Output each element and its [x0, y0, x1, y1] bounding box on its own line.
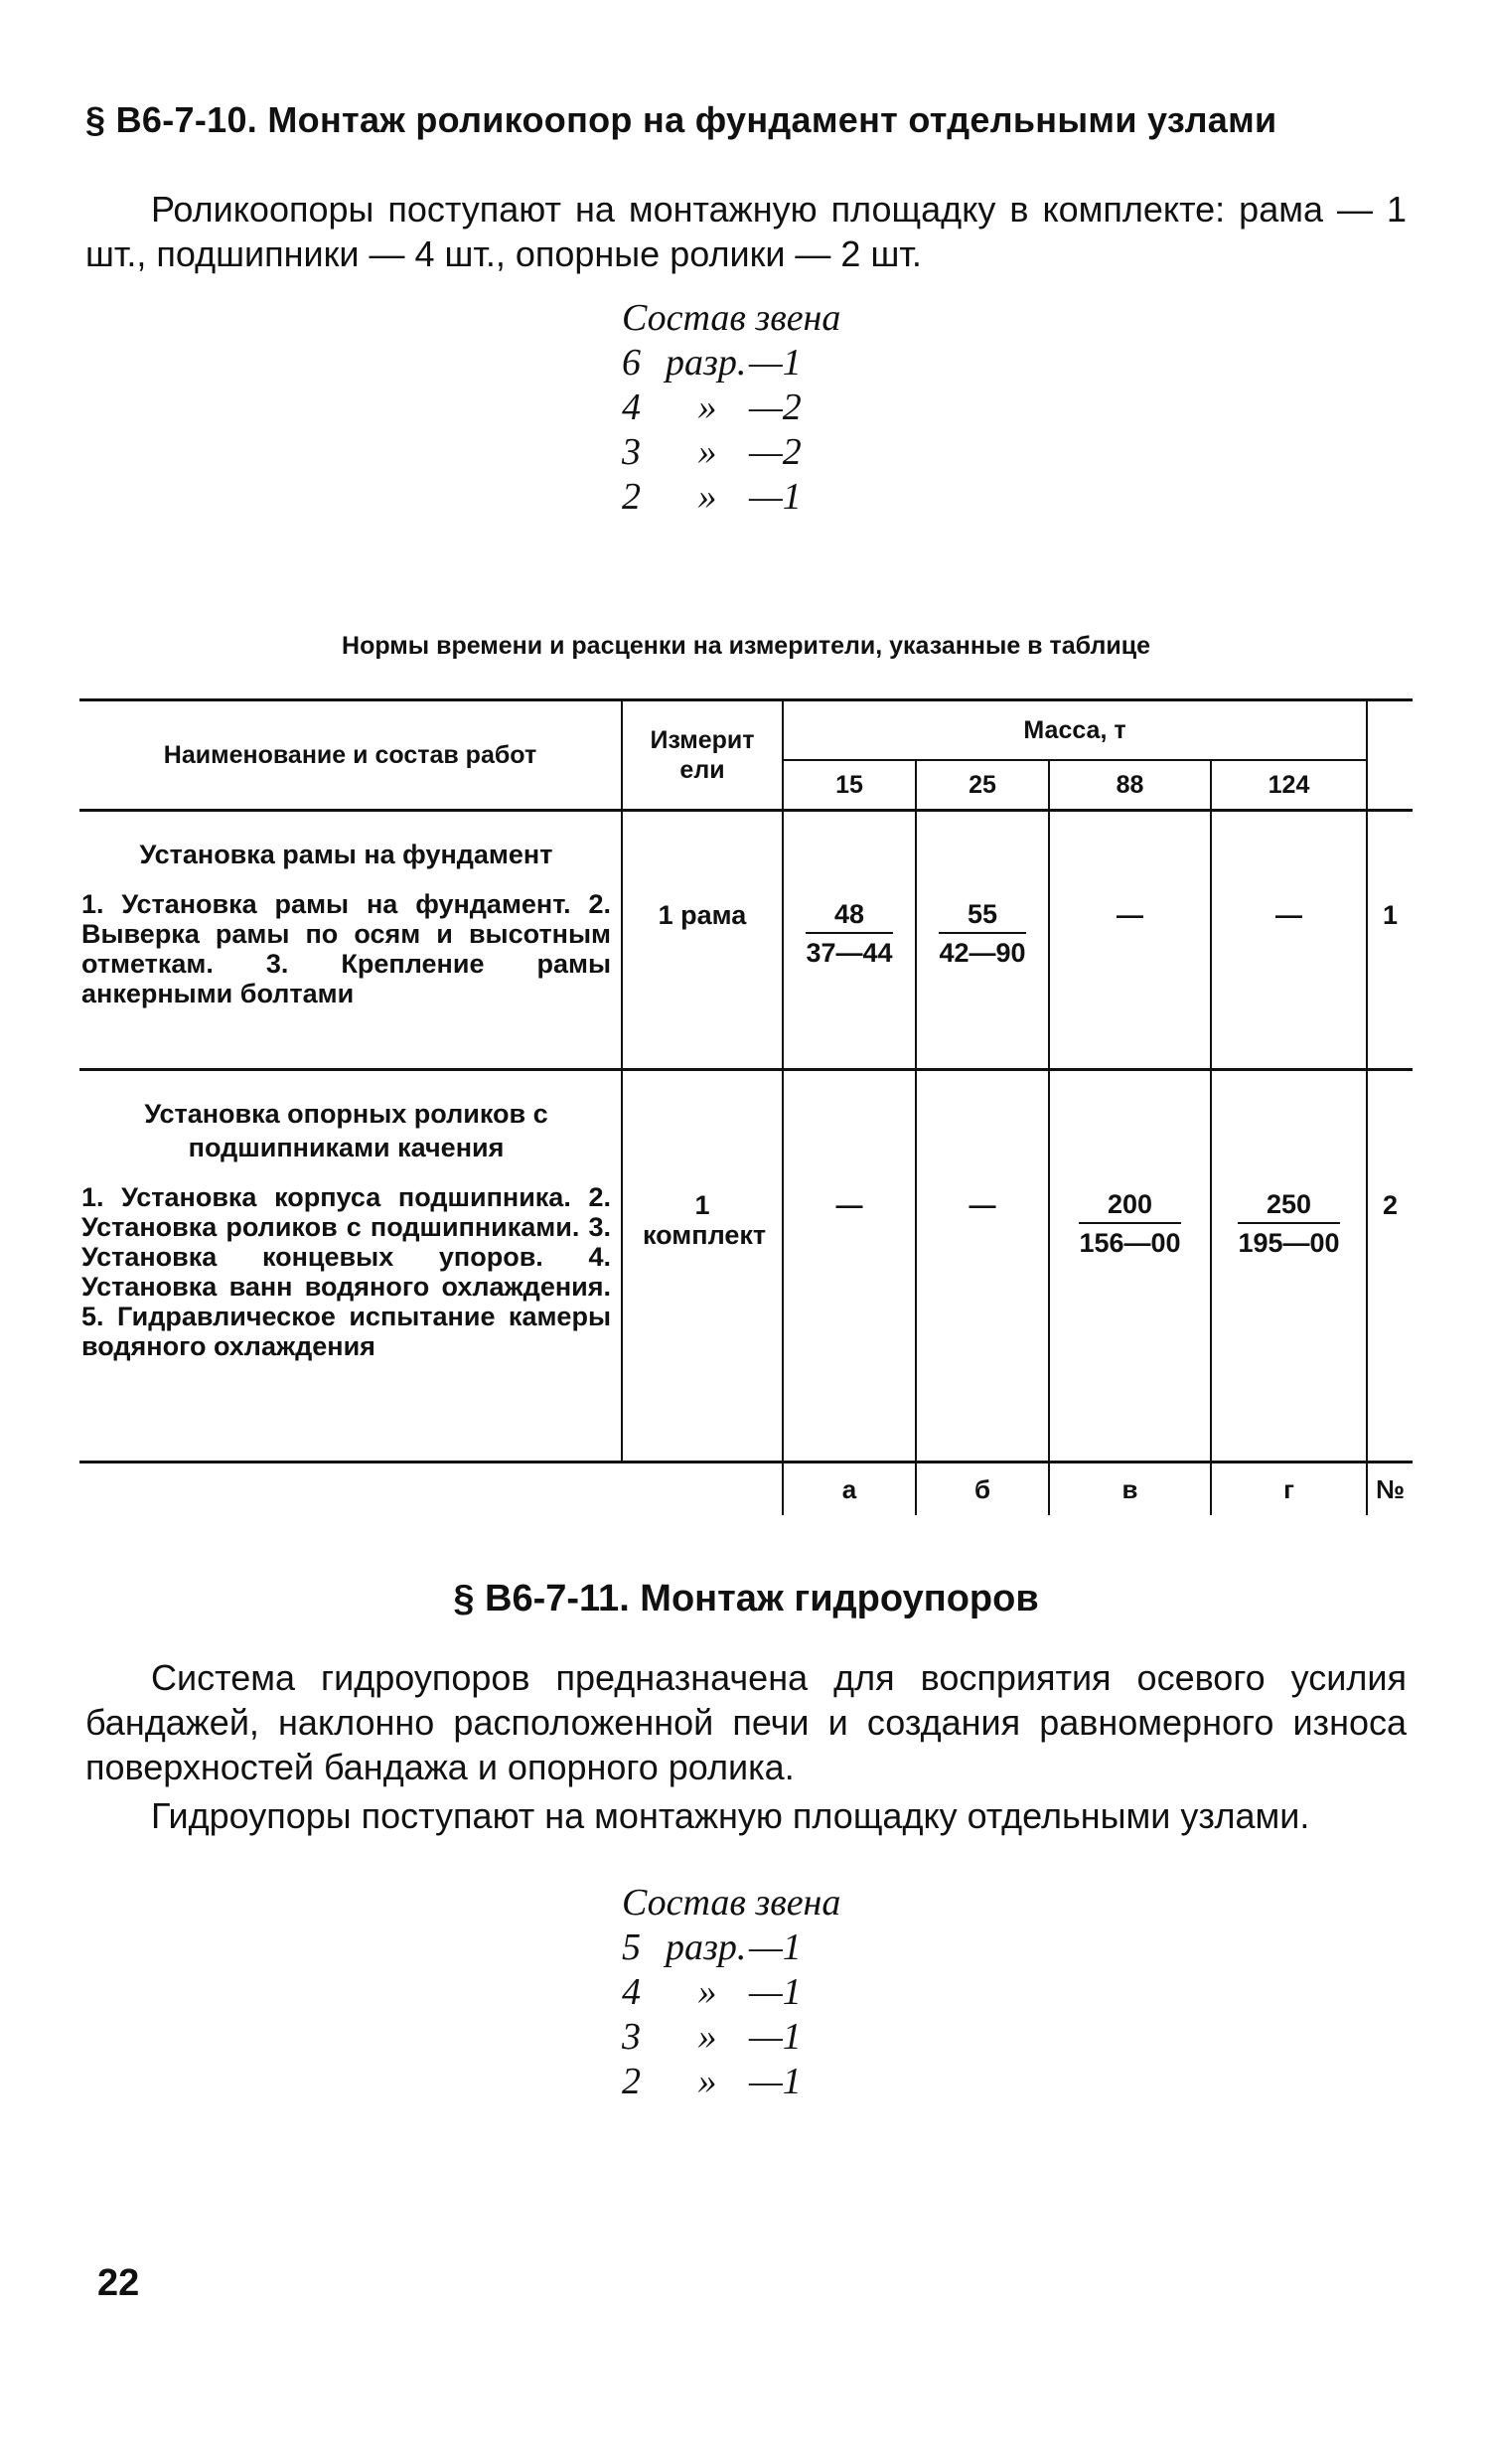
table-caption: Нормы времени и расценки на измерители, указанные в таблице [342, 632, 1150, 660]
crew-unit: » [697, 2061, 717, 2102]
value-cell [783, 811, 916, 1070]
crew-composition-2 [622, 1881, 840, 2104]
value-cell [783, 1070, 916, 1463]
time-norm: 48 [806, 900, 892, 934]
crew-unit: » [697, 1971, 717, 2013]
row-number-value: 1 [1382, 900, 1399, 930]
crew-unit: » [697, 431, 717, 473]
column-letter: а [783, 1463, 916, 1516]
work-title: Установка опорных роликов с подшипниками качения [144, 1099, 548, 1162]
rate-price: 42—90 [939, 938, 1026, 968]
work-title: Установка рамы на фундамент [139, 840, 553, 869]
value-cell [1049, 1070, 1211, 1463]
crew-unit: разр. [666, 1926, 747, 1968]
crew-row [622, 430, 840, 475]
meter-cell [622, 1070, 783, 1463]
section-heading-b6-7-11: § В6-7-11. Монтаж гидроупоров [453, 1578, 1039, 1619]
rate-price: 195—00 [1238, 1228, 1340, 1258]
value-cell [916, 811, 1049, 1070]
rate-price: 37—44 [806, 938, 893, 968]
value-cell [916, 1070, 1049, 1463]
time-norm: 250 [1238, 1190, 1339, 1224]
crew-unit: » [697, 2016, 717, 2058]
column-letter: б [916, 1463, 1049, 1516]
page-number: 22 [97, 2262, 140, 2304]
rate-fraction [1238, 1190, 1339, 1260]
section2-paragraph-1: Система гидроупоров предназначена для восприятия осевого усилия бандажей, наклонно расположенной печи и создания равномерного износа поверхностей бандажа и опорного ролика. [85, 1657, 1407, 1787]
header-mass: Масса, т [783, 700, 1367, 761]
empty-dash: — [1117, 900, 1143, 930]
header-empty [1367, 760, 1413, 811]
crew-count: —1 [749, 2061, 802, 2102]
crew-unit: разр. [666, 342, 747, 384]
header-mass-25: 25 [916, 760, 1049, 811]
rate-fraction [806, 900, 892, 970]
work-cell [79, 1070, 622, 1463]
crew-unit: » [697, 476, 717, 518]
header-empty [1367, 700, 1413, 761]
crew-grade: 6 [622, 342, 641, 384]
header-mass-15: 15 [783, 760, 916, 811]
crew-grade: 4 [622, 386, 641, 428]
norms-table [79, 698, 1413, 1515]
crew-row [622, 475, 840, 520]
work-description: 1. Установка рамы на фундамент. 2. Выверка рамы по осям и высотным отметкам. 3. Крепление рамы анкерными болтами [81, 889, 611, 1008]
value-cell [1211, 811, 1367, 1070]
section-heading-b6-7-10: § В6-7-10. Монтаж роликоопор на фундамент отдельными узлами [85, 99, 1277, 140]
column-letter: г [1211, 1463, 1367, 1516]
crew-title: Состав звена [622, 297, 841, 339]
crew-count: —1 [749, 2016, 802, 2058]
row-number-value: 2 [1382, 1190, 1399, 1220]
crew-row [622, 2015, 840, 2060]
header-meter-text: Измерители [650, 726, 755, 784]
meter-cell [622, 811, 783, 1070]
header-mass-88: 88 [1049, 760, 1211, 811]
column-letter: в [1049, 1463, 1211, 1516]
column-letter-row [79, 1463, 1413, 1516]
crew-row [622, 341, 840, 385]
crew-grade: 3 [622, 431, 641, 473]
header-mass-124: 124 [1211, 760, 1367, 811]
time-norm: 55 [939, 900, 1025, 934]
crew-title: Состав звена [622, 1882, 841, 1924]
crew-row [622, 385, 840, 430]
section2-paragraph-2: Гидроупоры поступают на монтажную площадку отдельными узлами. [151, 1795, 1310, 1836]
crew-grade: 5 [622, 1926, 641, 1968]
value-cell [1211, 1070, 1367, 1463]
crew-count: —1 [749, 342, 802, 384]
crew-grade: 2 [622, 2061, 641, 2102]
work-description: 1. Установка корпуса подшипника. 2. Установка роликов с подшипниками. 3. Установка концевых упоров. 4. Установка ванн водяного охлаждения. 5. Гидравлическое испытание камеры водяного охлаждения [81, 1182, 611, 1361]
table-row [79, 811, 1413, 1070]
header-work: Наименование и состав работ [79, 700, 622, 811]
row-number [1367, 1070, 1413, 1463]
crew-unit: » [697, 386, 717, 428]
section-intro-paragraph: Роликоопоры поступают на монтажную площадку в комплекте: рама — 1 шт., подшипники — 4 шт., опорные ролики — 2 шт. [85, 189, 1407, 274]
crew-row [622, 1970, 840, 2015]
table-row [79, 1070, 1413, 1463]
letter-empty [622, 1463, 783, 1516]
crew-grade: 3 [622, 2016, 641, 2058]
letter-empty [79, 1463, 622, 1516]
row-number [1367, 811, 1413, 1070]
crew-count: —2 [749, 386, 802, 428]
crew-count: —2 [749, 431, 802, 473]
crew-count: —1 [749, 1926, 802, 1968]
number-column-label: № [1376, 1473, 1405, 1504]
value-cell [1049, 811, 1211, 1070]
crew-row [622, 1925, 840, 1970]
crew-grade: 2 [622, 476, 641, 518]
rate-price: 156—00 [1079, 1228, 1181, 1258]
crew-count: —1 [749, 476, 802, 518]
crew-count: —1 [749, 1971, 802, 2013]
meter-value: 1 комплект [643, 1190, 767, 1250]
empty-dash: — [969, 1190, 996, 1220]
crew-composition-1 [622, 296, 840, 520]
crew-grade: 4 [622, 1971, 641, 2013]
table-header-row [79, 700, 1413, 761]
rate-fraction [1079, 1190, 1180, 1260]
work-cell [79, 811, 622, 1070]
rate-fraction [939, 900, 1025, 970]
crew-row [622, 2060, 840, 2104]
empty-dash: — [1275, 900, 1302, 930]
empty-dash: — [835, 1190, 863, 1220]
header-meter [622, 700, 783, 811]
time-norm: 200 [1079, 1190, 1180, 1224]
meter-value: 1 рама [658, 900, 747, 930]
